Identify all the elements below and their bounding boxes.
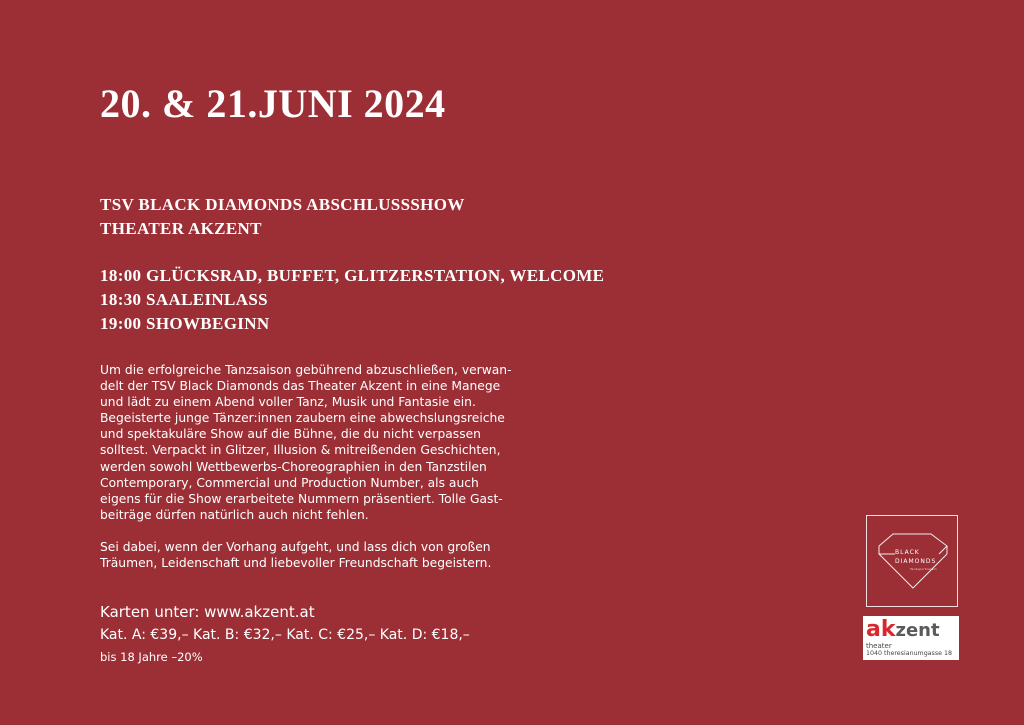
tickets-url: Karten unter: www.akzent.at — [100, 603, 315, 621]
description-line: Träumen, Leidenschaft und liebevoller Freundschaft begeistern. — [100, 556, 492, 571]
description-line: Sei dabei, wenn der Vorhang aufgeht, und lass dich von großen — [100, 539, 491, 554]
description — [100, 362, 530, 571]
akzent-logo — [863, 616, 959, 660]
description-line: Um die erfolgreiche Tanzsaison gebührend abzuschließen, verwan- — [100, 363, 512, 377]
description-line: Begeisterte junge Tänzer:innen zaubern eine abwechslungsreiche — [100, 411, 505, 426]
event-info — [100, 193, 465, 241]
black-diamonds-logo — [866, 515, 958, 607]
description-paragraph — [100, 362, 530, 523]
date-heading: 20. & 21.JUNI 2024 — [100, 81, 446, 126]
description-line: und lädt zu einem Abend voller Tanz, Musik und Fantasie ein. — [100, 395, 476, 410]
schedule-item: 18:00 GLÜCKSRAD, BUFFET, GLITZERSTATION, WELCOME — [100, 266, 605, 285]
tickets-info — [100, 600, 470, 666]
brand-subtitle: Tanzsportverein — [910, 567, 937, 571]
schedule-item: 19:00 SHOWBEGINN — [100, 314, 270, 333]
description-line: beiträge dürfen natürlich auch nicht fehlen. — [100, 507, 369, 522]
description-line: und spektakuläre Show auf die Bühne, die du nicht verpassen — [100, 427, 481, 442]
schedule-item: 18:30 SAALEINLASS — [100, 290, 268, 309]
description-line: eigens für die Show erarbeitete Nummern präsentiert. Tolle Gast- — [100, 491, 503, 506]
description-line: solltest. Verpackt in Glitzer, Illusion & mitreißenden Geschichten, — [100, 443, 501, 458]
ticket-prices: Kat. A: €39,– Kat. B: €32,– Kat. C: €25,– Kat. D: €18,– — [100, 627, 470, 643]
brand-name — [895, 548, 936, 566]
event-venue: THEATER AKZENT — [100, 219, 262, 238]
akzent-wordmark — [866, 617, 940, 644]
description-paragraph — [100, 539, 530, 571]
akzent-wordmark-ak: ak — [866, 617, 896, 642]
event-title: TSV BLACK DIAMONDS ABSCHLUSSSHOW — [100, 195, 465, 214]
schedule — [100, 264, 604, 336]
akzent-address: 1040 theresianumgasse 18 — [866, 650, 952, 657]
description-line: werden sowohl Wettbewerbs-Choreographien in den Tanzstilen — [100, 459, 487, 474]
youth-discount: bis 18 Jahre –20% — [100, 650, 203, 664]
description-line: delt der TSV Black Diamonds das Theater Akzent in eine Manege — [100, 379, 501, 394]
akzent-wordmark-zent: zent — [895, 620, 940, 641]
akzent-theater-label: theater — [866, 642, 892, 650]
brand-name-line: DIAMONDS — [895, 558, 937, 565]
brand-name-line: BLACK — [895, 549, 920, 556]
description-line: Contemporary, Commercial und Production Number, als auch — [100, 475, 479, 490]
